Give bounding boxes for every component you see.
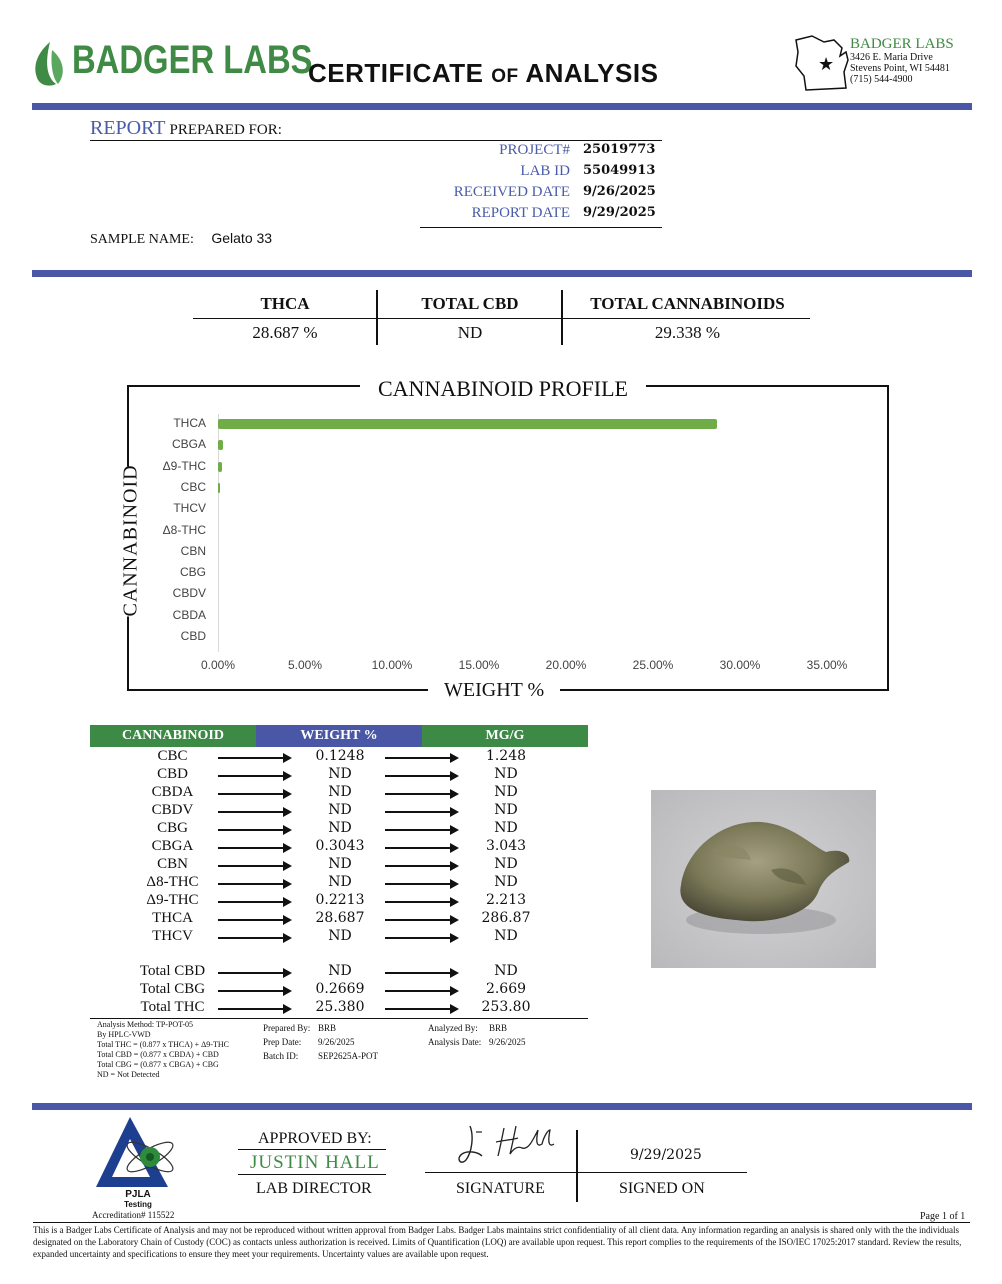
document-title xyxy=(308,58,658,89)
row-mgg: ND xyxy=(494,820,518,836)
method-line: Total CBD = (0.877 x CBDA) + CBD xyxy=(97,1050,219,1059)
approved-line-bottom xyxy=(238,1174,386,1175)
row-weight: ND xyxy=(328,766,352,782)
row-arrow-icon xyxy=(218,793,290,795)
report-prepared-for xyxy=(90,117,282,140)
row-weight: ND xyxy=(328,802,352,818)
sample-value: Gelato 33 xyxy=(211,230,273,246)
disclaimer-text: This is a Badger Labs Certificate of Analysis and may not be reproduced without written approval from Badger Labs. Badger Labs maintains strict confidentiality of all client data. Any information regarding an analysis is shared only with the the individuals designated on the Laboratory Chain of Custody (COC) as contacts unless authorization is received. Limits of Quantification (LOQ) are available upon request. This report complies to the requirements of the ISO/IEC 17025:2017 standard. Review the results, expanded uncertainty and specifications to ensure they meet your requirements. Uncertainty values are available upon request. xyxy=(33,1225,962,1259)
row-cannabinoid: CBN xyxy=(157,856,188,872)
received-label: RECEIVED DATE xyxy=(453,184,570,200)
row-cannabinoid: CBDV xyxy=(151,802,194,818)
address-line2: Stevens Point, WI 54481 xyxy=(850,63,950,74)
summary-thca-label: THCA xyxy=(260,294,310,313)
address-phone: (715) 544-4900 xyxy=(850,74,913,85)
row-weight: 25.380 xyxy=(315,999,365,1015)
row-mgg: 286.87 xyxy=(481,910,531,926)
chart-category-label: CBC xyxy=(180,479,206,494)
prep-date-value: 9/26/2025 xyxy=(318,1037,355,1047)
row-arrow-icon xyxy=(385,757,457,759)
info-underline xyxy=(420,227,662,228)
row-arrow-icon xyxy=(218,919,290,921)
chart-tick-label: 35.00% xyxy=(806,658,848,672)
summary-cbd-value: ND xyxy=(457,323,483,342)
summary-thca-value: 28.687 % xyxy=(252,323,318,342)
chart-category-label: Δ9-THC xyxy=(162,458,206,473)
row-arrow-icon xyxy=(218,937,290,939)
row-cannabinoid: Δ9-THC xyxy=(146,892,199,908)
row-weight: 0.3043 xyxy=(315,838,365,854)
row-arrow-icon xyxy=(218,775,290,777)
row-cannabinoid: THCV xyxy=(152,928,193,944)
prepared-by-value: BRB xyxy=(318,1023,337,1033)
row-cannabinoid: Δ8-THC xyxy=(146,874,199,890)
row-arrow-icon xyxy=(218,847,290,849)
row-weight: 0.1248 xyxy=(315,748,365,764)
chart-tick-label: 25.00% xyxy=(632,658,674,672)
row-mgg: ND xyxy=(494,784,518,800)
row-mgg: ND xyxy=(494,963,518,979)
accreditation-number: Accreditation# 115522 xyxy=(92,1210,175,1220)
method-line: ND = Not Detected xyxy=(97,1070,160,1079)
chart-category-label: THCA xyxy=(173,416,206,430)
signed-date: 9/29/2025 xyxy=(630,1147,702,1163)
chart-category-label: THCV xyxy=(173,501,206,516)
project-label: PROJECT# xyxy=(499,142,570,158)
sample-name-row xyxy=(90,230,272,248)
batch-label: Batch ID: xyxy=(263,1051,299,1061)
signature-label: SIGNATURE xyxy=(456,1180,545,1197)
sample-label: SAMPLE NAME: xyxy=(90,232,194,247)
batch-value: SEP2625A-POT xyxy=(318,1051,379,1061)
signature-vline xyxy=(576,1130,578,1202)
summary-vline-2 xyxy=(561,290,563,345)
summary-vline-1 xyxy=(376,290,378,345)
row-mgg: ND xyxy=(494,766,518,782)
row-arrow-icon xyxy=(385,972,457,974)
row-weight: ND xyxy=(328,928,352,944)
analysis-date-value: 9/26/2025 xyxy=(489,1037,526,1047)
row-weight: ND xyxy=(328,820,352,836)
row-arrow-icon xyxy=(218,883,290,885)
chart-category-label: Δ8-THC xyxy=(162,522,206,537)
row-arrow-icon xyxy=(385,775,457,777)
summary-total-label: TOTAL CANNABINOIDS xyxy=(590,294,785,313)
row-arrow-icon xyxy=(218,1008,290,1010)
row-cannabinoid: CBGA xyxy=(151,838,194,854)
analyzed-by-value: BRB xyxy=(489,1023,508,1033)
approver-name: JUSTIN HALL xyxy=(250,1152,380,1173)
title-analysis: ANALYSIS xyxy=(525,58,659,88)
page-number: Page 1 of 1 xyxy=(920,1211,966,1222)
row-weight: ND xyxy=(328,784,352,800)
method-line: Total CBG = (0.877 x CBGA) + CBG xyxy=(97,1060,219,1069)
chart-tick-label: 30.00% xyxy=(719,658,761,672)
row-arrow-icon xyxy=(385,883,457,885)
row-mgg: 1.248 xyxy=(485,748,527,764)
report-underline xyxy=(90,140,662,141)
chart-ylabel: CANNABINOID xyxy=(119,464,142,617)
report-date-value: 9/29/2025 xyxy=(583,205,656,220)
chart-bar xyxy=(218,419,717,429)
footer-divider xyxy=(32,1103,972,1110)
table-header-mgg: MG/G xyxy=(422,725,588,747)
table-header-weight: WEIGHT % xyxy=(256,725,422,747)
logo-text: BADGER LABS xyxy=(72,38,313,82)
row-weight: ND xyxy=(328,963,352,979)
row-weight: 28.687 xyxy=(315,910,365,926)
chart-category-label: CBDV xyxy=(172,586,206,601)
row-mgg: ND xyxy=(494,856,518,872)
row-arrow-icon xyxy=(218,757,290,759)
prepared-by-label: Prepared By: xyxy=(263,1023,311,1033)
row-weight: ND xyxy=(328,856,352,872)
row-arrow-icon xyxy=(218,972,290,974)
lab-address xyxy=(850,36,954,85)
analysis-date-label: Analysis Date: xyxy=(428,1037,482,1047)
project-value: 25019773 xyxy=(583,142,656,157)
chart-bar xyxy=(218,483,220,493)
chart-bar xyxy=(218,440,223,450)
signature-line xyxy=(425,1172,747,1173)
approver-title: LAB DIRECTOR xyxy=(256,1180,372,1197)
row-arrow-icon xyxy=(218,990,290,992)
title-certificate: CERTIFICATE xyxy=(308,58,484,88)
row-cannabinoid: CBG xyxy=(157,820,188,836)
method-notes xyxy=(97,1020,229,1080)
signature-image xyxy=(452,1118,557,1174)
row-mgg: 2.213 xyxy=(485,892,527,908)
labid-label: LAB ID xyxy=(520,163,570,179)
report-divider xyxy=(32,270,972,277)
approved-line-top xyxy=(238,1149,386,1150)
row-arrow-icon xyxy=(385,919,457,921)
chart-tick-label: 20.00% xyxy=(545,658,587,672)
row-arrow-icon xyxy=(218,901,290,903)
sample-photo xyxy=(651,790,876,968)
chart-tick-label: 5.00% xyxy=(287,658,323,672)
header-divider xyxy=(32,103,972,110)
pjla-name: PJLA xyxy=(125,1189,151,1200)
row-arrow-icon xyxy=(385,793,457,795)
table-bottom-rule xyxy=(90,1018,588,1019)
approved-by-label: APPROVED BY: xyxy=(258,1130,372,1147)
analysis-info xyxy=(428,1021,526,1049)
chart-tick-label: 15.00% xyxy=(458,658,500,672)
chart-bar xyxy=(218,462,222,472)
report-word: REPORT xyxy=(90,117,166,139)
chart-xlabel: WEIGHT % xyxy=(428,679,560,702)
labid-value: 55049913 xyxy=(583,163,656,178)
row-cannabinoid: THCA xyxy=(152,910,193,926)
prep-info xyxy=(263,1021,378,1063)
svg-text:★: ★ xyxy=(818,54,835,75)
row-arrow-icon xyxy=(385,1008,457,1010)
row-cannabinoid: Total THC xyxy=(140,999,205,1015)
chart-category-label: CBDA xyxy=(172,607,206,622)
row-mgg: ND xyxy=(494,928,518,944)
chart-frame xyxy=(127,385,889,691)
row-cannabinoid: CBD xyxy=(157,766,188,782)
row-arrow-icon xyxy=(385,901,457,903)
title-of: OF xyxy=(491,66,519,87)
signed-on-label: SIGNED ON xyxy=(619,1180,705,1197)
wisconsin-map-icon xyxy=(790,32,854,94)
row-mgg: 2.669 xyxy=(485,981,527,997)
footer-rule xyxy=(33,1222,970,1223)
row-cannabinoid: Total CBD xyxy=(139,963,206,979)
lab-name: BADGER LABS xyxy=(850,36,954,52)
pjla-sub: Testing xyxy=(124,1200,152,1209)
summary-cbd-label: TOTAL CBD xyxy=(421,294,519,313)
row-cannabinoid: CBDA xyxy=(151,784,194,800)
row-arrow-icon xyxy=(385,990,457,992)
table-header-cannabinoid: CANNABINOID xyxy=(90,725,256,747)
analyzed-by-label: Analyzed By: xyxy=(428,1023,478,1033)
prepared-for-label: PREPARED FOR: xyxy=(169,122,282,138)
report-date-label: REPORT DATE xyxy=(471,205,570,221)
row-weight: ND xyxy=(328,874,352,890)
row-mgg: 3.043 xyxy=(485,838,527,854)
row-mgg: ND xyxy=(494,874,518,890)
summary-divider xyxy=(193,318,810,319)
method-line: By HPLC-VWD xyxy=(97,1030,151,1039)
address-line1: 3426 E. Maria Drive xyxy=(850,52,933,63)
row-arrow-icon xyxy=(385,829,457,831)
chart-category-label: CBGA xyxy=(171,437,206,452)
row-mgg: 253.80 xyxy=(481,999,531,1015)
row-weight: 0.2669 xyxy=(315,981,365,997)
row-arrow-icon xyxy=(385,865,457,867)
chart-title: CANNABINOID PROFILE xyxy=(360,376,646,402)
row-mgg: ND xyxy=(494,802,518,818)
row-arrow-icon xyxy=(218,829,290,831)
chart-tick-label: 10.00% xyxy=(371,658,413,672)
row-arrow-icon xyxy=(385,937,457,939)
row-arrow-icon xyxy=(385,847,457,849)
row-cannabinoid: Total CBG xyxy=(139,981,206,997)
summary-total-value: 29.338 % xyxy=(654,323,721,342)
row-cannabinoid: CBC xyxy=(157,748,188,764)
row-arrow-icon xyxy=(218,865,290,867)
badger-leaf-logo-icon xyxy=(30,40,70,88)
chart-category-label: CBN xyxy=(180,543,206,558)
row-weight: 0.2213 xyxy=(315,892,365,908)
chart-category-label: CBD xyxy=(180,629,206,643)
chart-category-label: CBG xyxy=(179,565,206,580)
chart-tick-label: 0.00% xyxy=(200,658,236,672)
prep-date-label: Prep Date: xyxy=(263,1037,302,1047)
method-line: Total THC = (0.877 x THCA) + Δ9-THC xyxy=(97,1040,229,1049)
method-line: Analysis Method: TP-POT-05 xyxy=(97,1020,194,1029)
received-value: 9/26/2025 xyxy=(583,184,656,199)
pjla-accreditation-logo-icon xyxy=(92,1115,184,1190)
row-arrow-icon xyxy=(218,811,290,813)
row-arrow-icon xyxy=(385,811,457,813)
